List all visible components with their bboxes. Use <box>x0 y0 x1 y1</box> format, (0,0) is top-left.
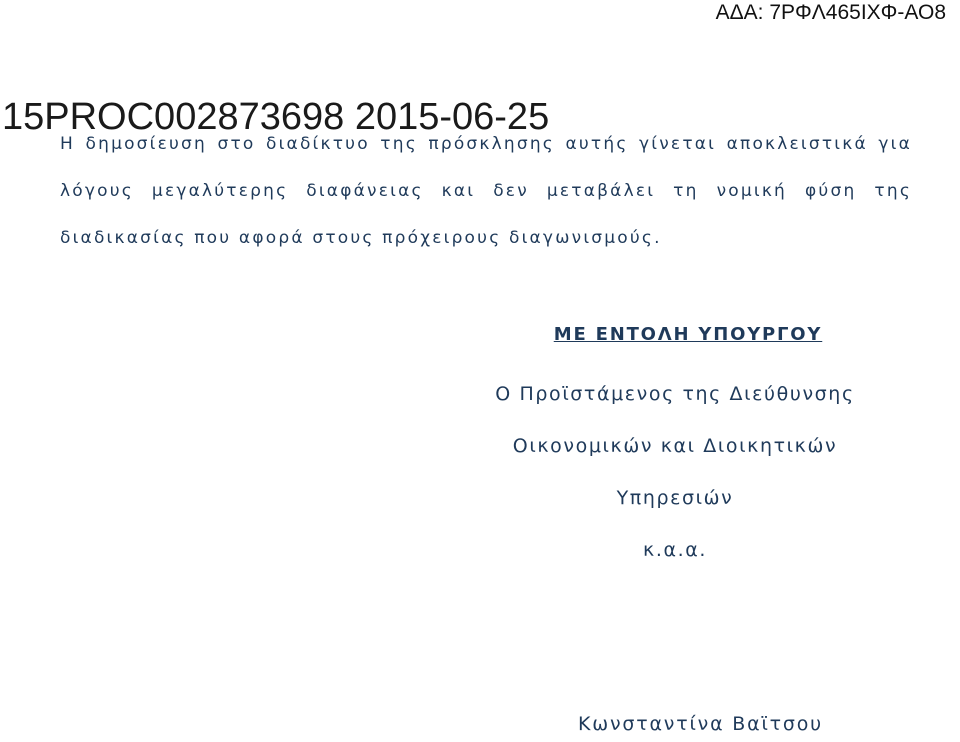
body-paragraph: Η δημοσίευση στο διαδίκτυο της πρόσκλησης αυτής γίνεται αποκλειστικά για λόγους μεγαλύτερης διαφάνειας και δεν μεταβάλει τη νομική φύση της διαδικασίας που αφορά στους πρόχειρους διαγωνισμούς. <box>60 134 912 248</box>
signer-name: Κωνσταντίνα Βαϊτσου <box>578 713 823 735</box>
proc-stamp: 15PROC002873698 2015-06-25 <box>2 96 550 138</box>
ada-stamp: ΑΔΑ: 7ΡΦΛ465ΙΧΦ-ΑΟ8 <box>715 1 946 24</box>
signatory-title-line-3: Υπηρεσιών <box>616 487 734 509</box>
signatory-abbreviation: κ.α.α. <box>643 539 707 561</box>
signatory-title-line-1: Ο Προϊστάμενος της Διεύθυνσης <box>495 383 855 405</box>
signatory-title-line-2: Οικονομικών και Διοικητικών <box>512 435 838 457</box>
order-line: ΜΕ ΕΝΤΟΛΗ ΥΠΟΥΡΓΟΥ <box>553 324 823 345</box>
signature-block <box>495 316 855 576</box>
